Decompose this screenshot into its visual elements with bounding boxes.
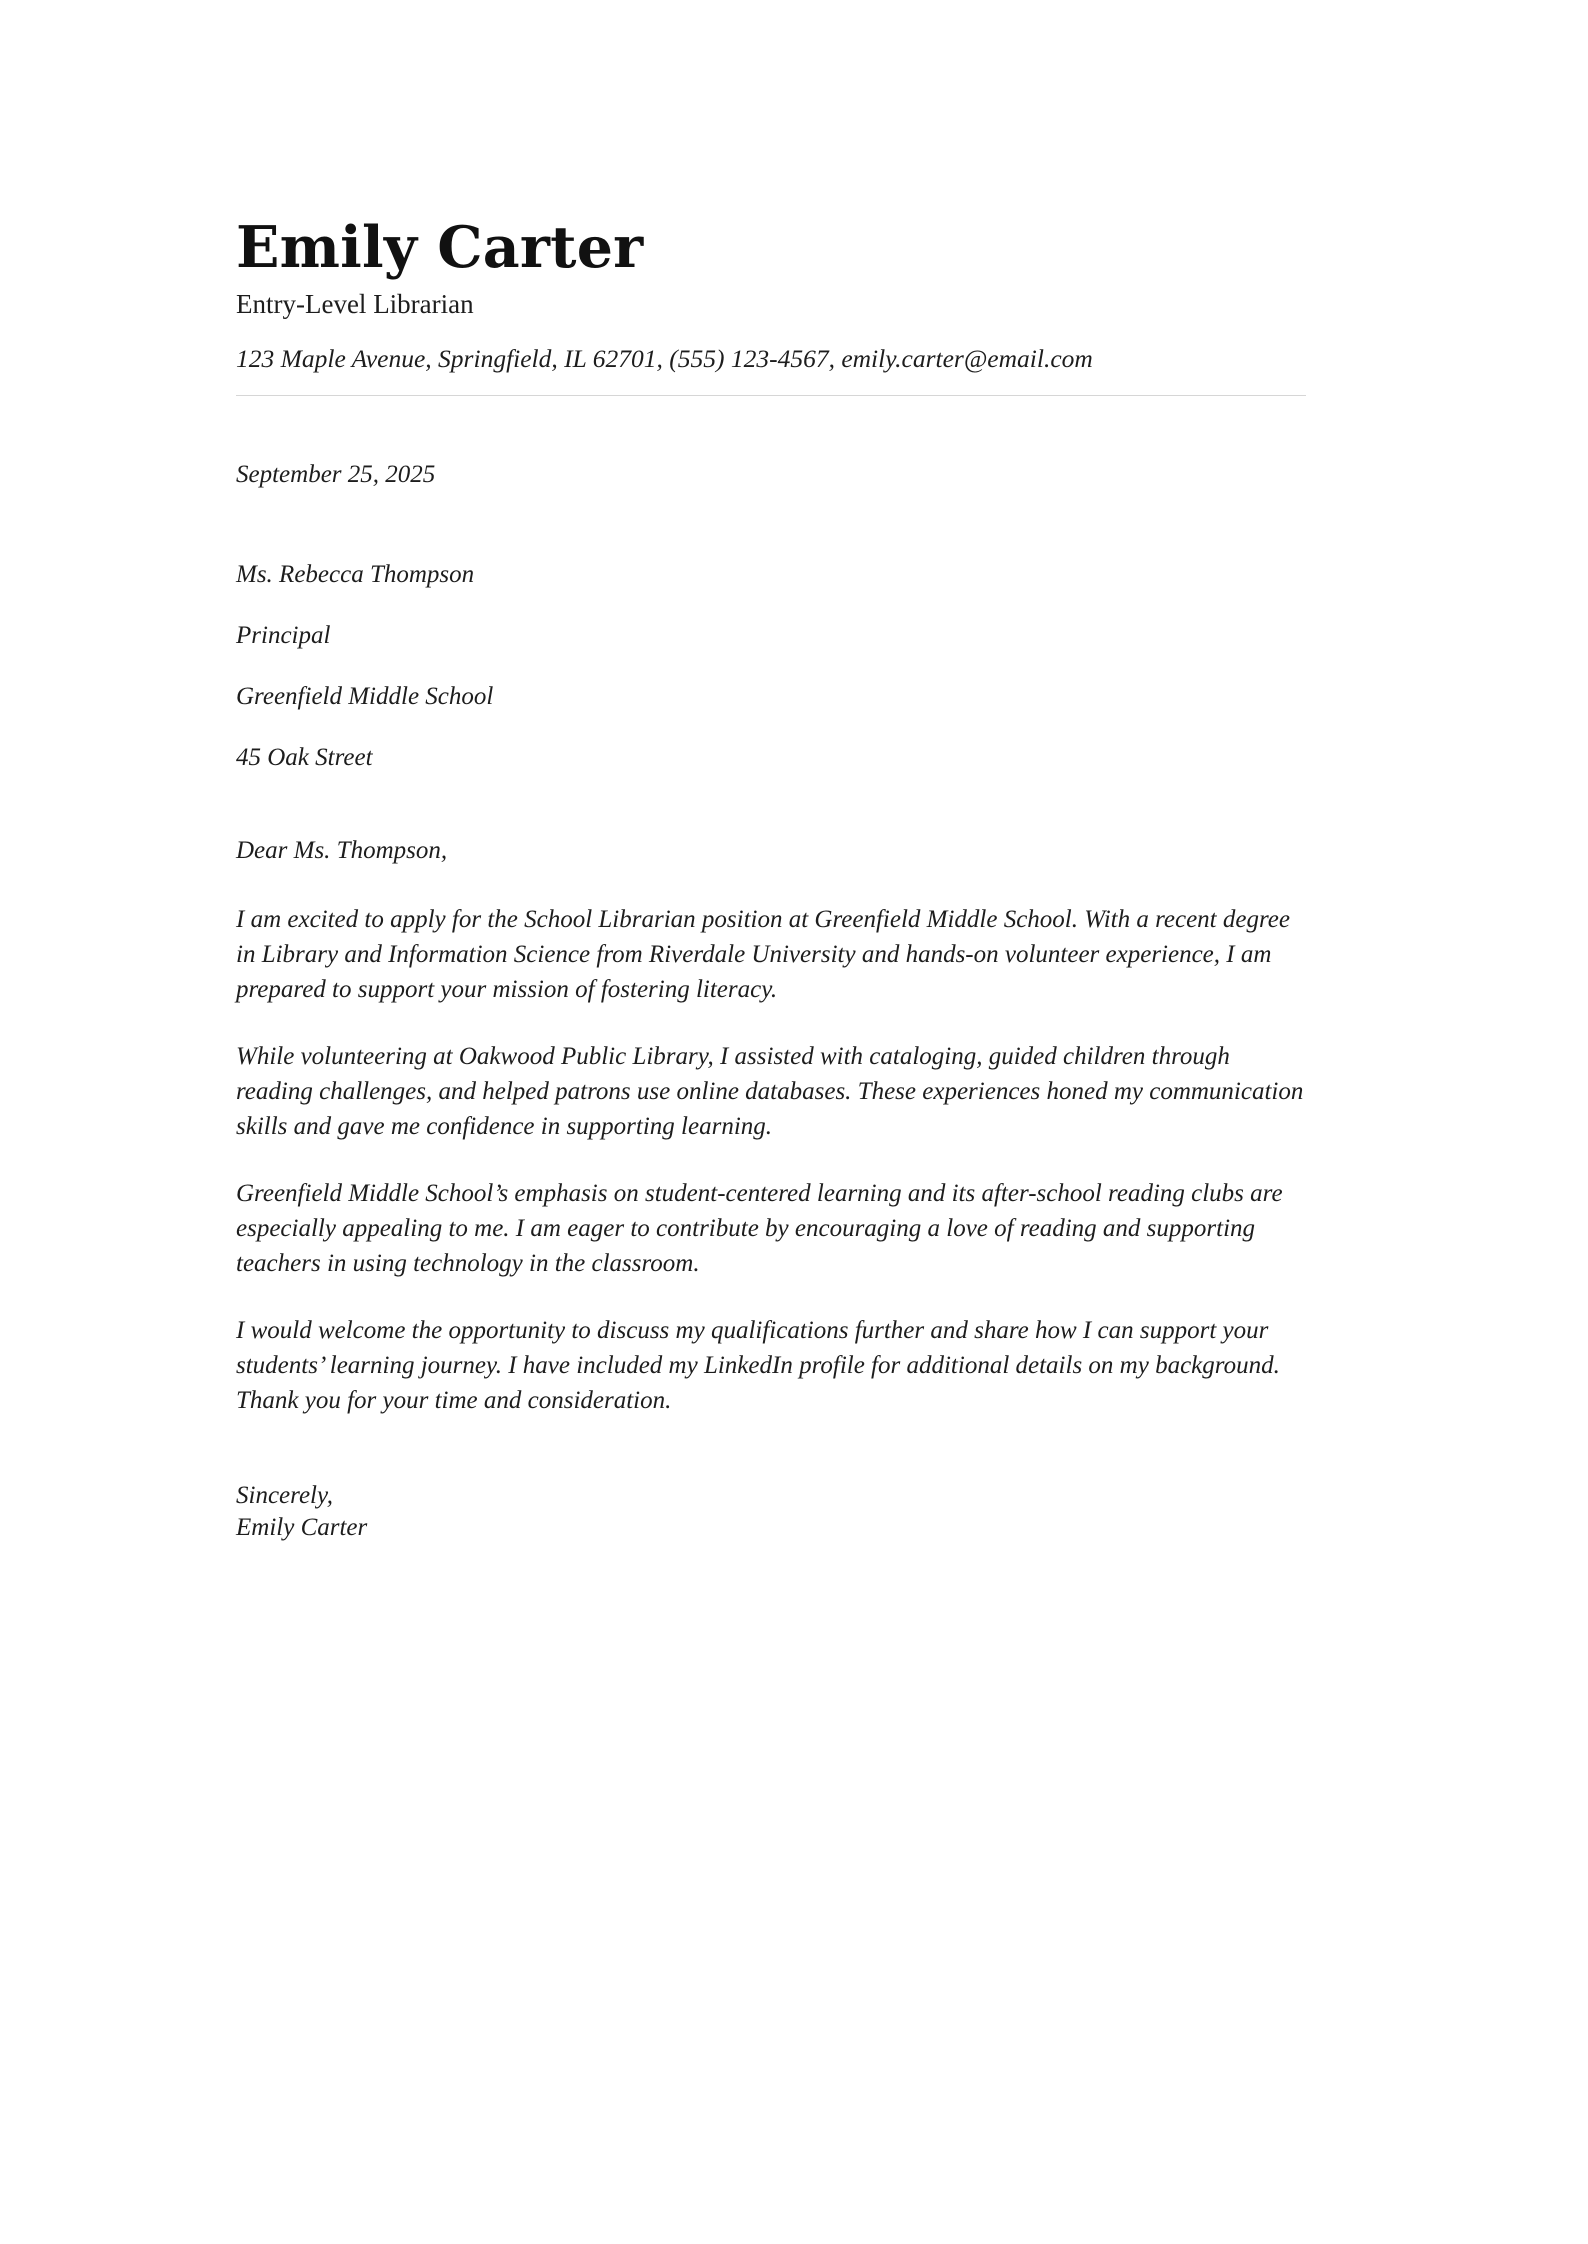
page-title: Emily Carter (236, 214, 644, 281)
body-paragraph-2: While volunteering at Oakwood Public Library, I assisted with cataloging, guided children through reading challenges, and helped patrons use online databases. These experiences honed my communication skills and gave me confidence in supporting learning. (236, 1042, 1304, 1140)
recipient-address-block (236, 558, 1306, 774)
body-paragraph-4: I would welcome the opportunity to discuss my qualifications further and share how I can support your students’ learning journey. I have included my LinkedIn profile for additional details on my background. Thank you for your time and consideration. (236, 1316, 1280, 1414)
recipient-name: Ms. Rebecca Thompson (236, 561, 475, 589)
recipient-organization: Greenfield Middle School (236, 683, 494, 711)
contact-info-line: 123 Maple Avenue, Springfield, IL 62701, (555) 123-4567, emily.carter@email.com (236, 344, 1093, 374)
body-paragraph-3: Greenfield Middle School’s emphasis on student-centered learning and its after-school reading clubs are especially appealing to me. I am eager to contribute by encouraging a love of reading and supporting teachers in using technology in the classroom. (236, 1179, 1283, 1277)
valediction: Sincerely, (236, 1481, 333, 1509)
job-title-subtitle: Entry-Level Librarian (236, 288, 474, 319)
letter-body (236, 902, 1306, 1418)
recipient-role: Principal (236, 622, 331, 650)
letter-header (236, 214, 1306, 396)
recipient-street: 45 Oak Street (236, 744, 373, 772)
signature-name: Emily Carter (236, 1513, 368, 1541)
letter-date: September 25, 2025 (236, 461, 436, 489)
cover-letter (236, 214, 1306, 1544)
letter-salutation: Dear Ms. Thompson, (236, 837, 448, 865)
letter-closing (236, 1480, 1306, 1544)
header-divider (236, 395, 1306, 396)
body-paragraph-1: I am excited to apply for the School Librarian position at Greenfield Middle School. With a recent degree in Library and Information Science from Riverdale University and hands-on volunteer experience, I am prepared to support your mission of fostering literacy. (236, 905, 1290, 1003)
